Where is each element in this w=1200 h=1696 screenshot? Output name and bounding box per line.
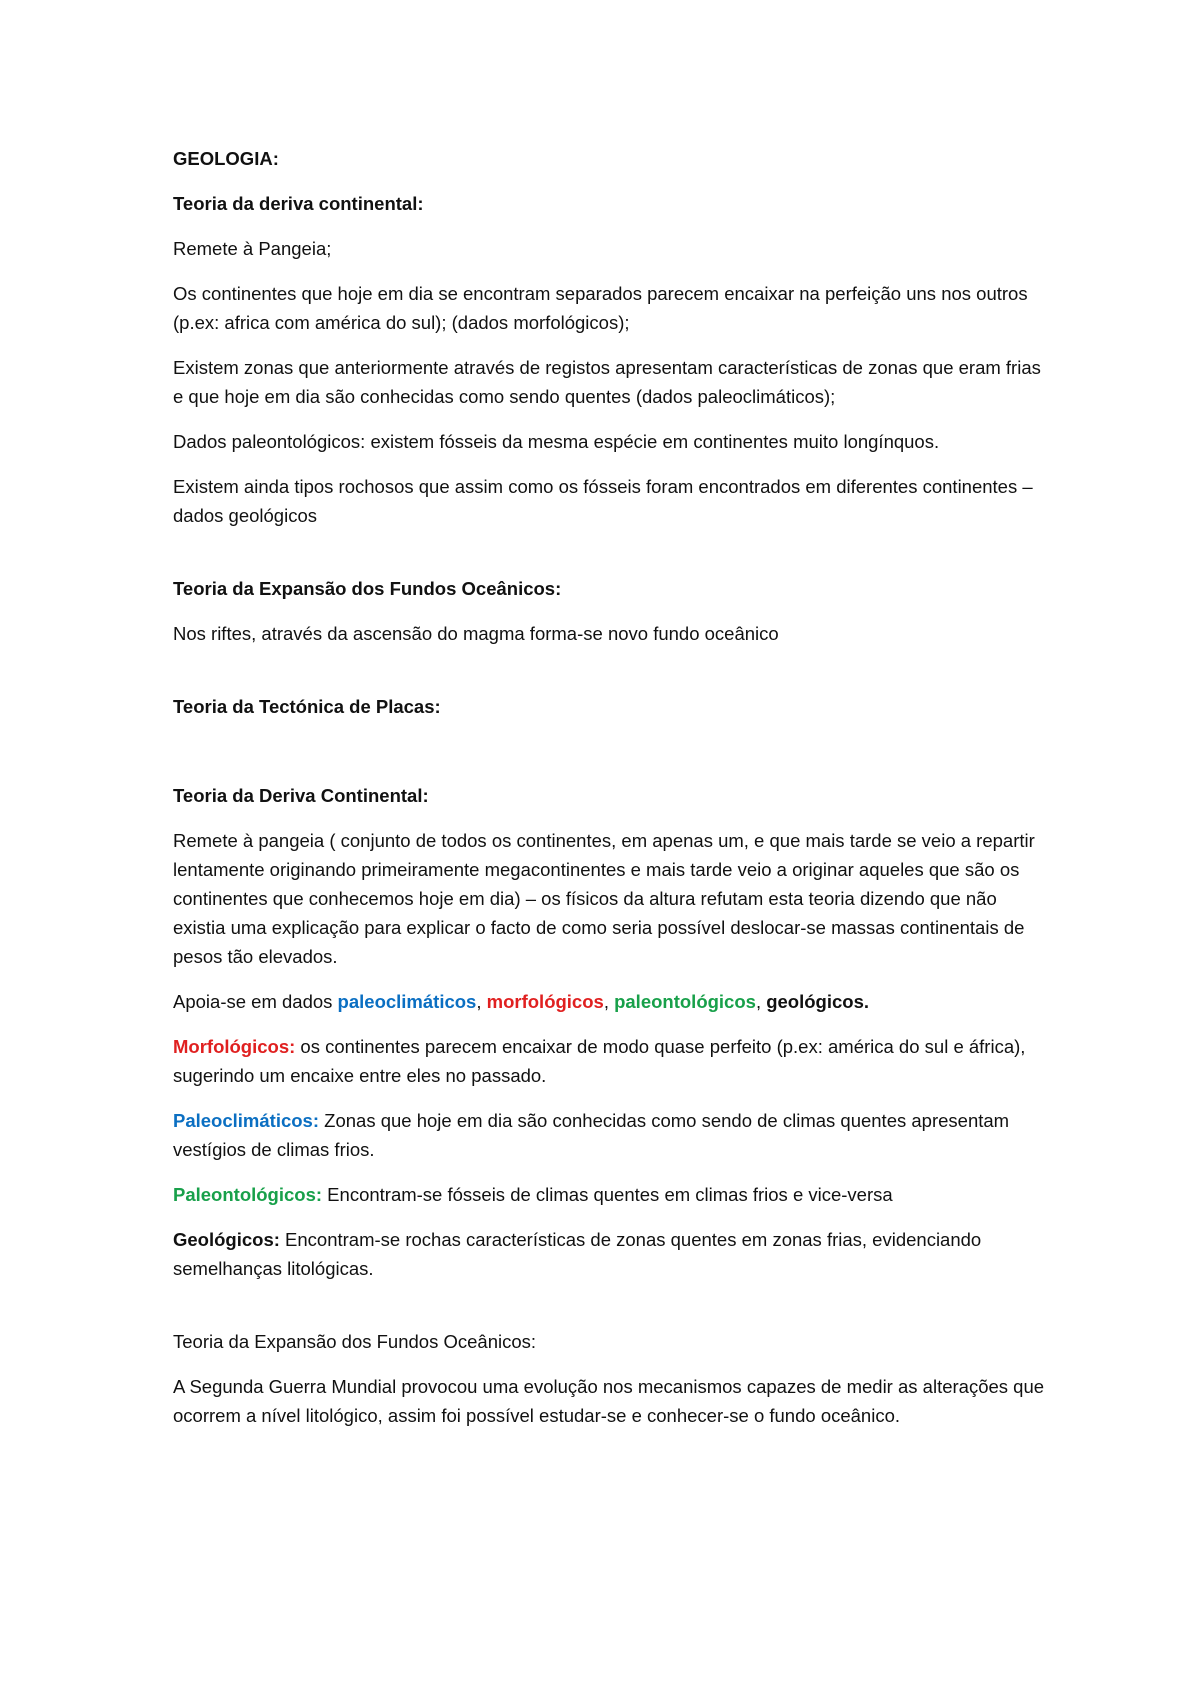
support-prefix: Apoia-se em dados xyxy=(173,991,338,1012)
separator: , xyxy=(755,991,767,1012)
section-heading-tectonica: Teoria da Tectónica de Placas: xyxy=(173,696,441,717)
section-heading-deriva: Teoria da deriva continental: xyxy=(173,193,424,214)
geologicos-paragraph xyxy=(173,1225,1053,1283)
section-heading-expansao: Teoria da Expansão dos Fundos Oceânicos: xyxy=(173,578,562,599)
geologicos-keyword: geológicos xyxy=(766,991,864,1012)
support-end: . xyxy=(863,991,870,1012)
section-heading-deriva-continental: Teoria da Deriva Continental: xyxy=(173,785,429,806)
paleoclimaticos-label: Paleoclimáticos: xyxy=(173,1110,320,1131)
section-heading-expansao-2: Teoria da Expansão dos Fundos Oceânicos: xyxy=(173,1331,537,1352)
paragraph: Remete à Pangeia; xyxy=(173,238,332,259)
paleoclimaticos-paragraph xyxy=(173,1106,1053,1164)
paleontologicos-text: Encontram-se fósseis de climas quentes em climas frios e vice-versa xyxy=(322,1184,893,1205)
supporting-data-line xyxy=(173,987,1053,1016)
paleontologicos-paragraph xyxy=(173,1180,1053,1209)
paragraph: Remete à pangeia ( conjunto de todos os continentes, em apenas um, e que mais tarde se veio a repartir lentamente originando primeiramente megacontinentes e mais tarde veio a originar aqueles que são os continentes que conhecemos hoje em dia) – os físicos da altura refutam esta teoria dizendo que não existia uma explicação para explicar o facto de como seria possível deslocar-se massas continentais de pesos tão elevados. xyxy=(173,830,1035,967)
paleontologicos-label: Paleontológicos: xyxy=(173,1184,323,1205)
separator: , xyxy=(476,991,487,1012)
paragraph: Existem zonas que anteriormente através de registos apresentam características de zonas que eram frias e que hoje em dia são conhecidas como sendo quentes (dados paleoclimáticos); xyxy=(173,357,1041,407)
paragraph: Dados paleontológicos: existem fósseis da mesma espécie em continentes muito longínquos. xyxy=(173,431,940,452)
paleontologicos-keyword: paleontológicos xyxy=(614,991,756,1012)
geologicos-text: Encontram-se rochas características de zonas quentes em zonas frias, evidenciando semelhanças litológicas. xyxy=(173,1229,982,1279)
paragraph: Nos riftes, através da ascensão do magma forma-se novo fundo oceânico xyxy=(173,623,779,644)
paragraph: A Segunda Guerra Mundial provocou uma evolução nos mecanismos capazes de medir as alterações que ocorrem a nível litológico, assim foi possível estudar-se e conhecer-se o fundo oceânico. xyxy=(173,1376,1045,1426)
paragraph: Existem ainda tipos rochosos que assim como os fósseis foram encontrados em diferentes continentes – dados geológicos xyxy=(173,476,1033,526)
geologicos-label: Geológicos: xyxy=(173,1229,280,1250)
morfologicos-keyword: morfológicos xyxy=(486,991,604,1012)
morfologicos-text: os continentes parecem encaixar de modo quase perfeito (p.ex: américa do sul e áfrica), sugerindo um encaixe entre eles no passado. xyxy=(173,1036,1026,1086)
document-body xyxy=(173,144,1053,1446)
paleoclimaticos-text: Zonas que hoje em dia são conhecidas como sendo de climas quentes apresentam vestígios de climas frios. xyxy=(173,1110,1010,1160)
morfologicos-label: Morfológicos: xyxy=(173,1036,296,1057)
morfologicos-paragraph xyxy=(173,1032,1053,1090)
paragraph: Os continentes que hoje em dia se encontram separados parecem encaixar na perfeição uns nos outros (p.ex: africa com américa do sul); (dados morfológicos); xyxy=(173,283,1028,333)
paleoclimaticos-keyword: paleoclimáticos xyxy=(337,991,477,1012)
separator: , xyxy=(603,991,615,1012)
document-title: GEOLOGIA: xyxy=(173,148,279,169)
